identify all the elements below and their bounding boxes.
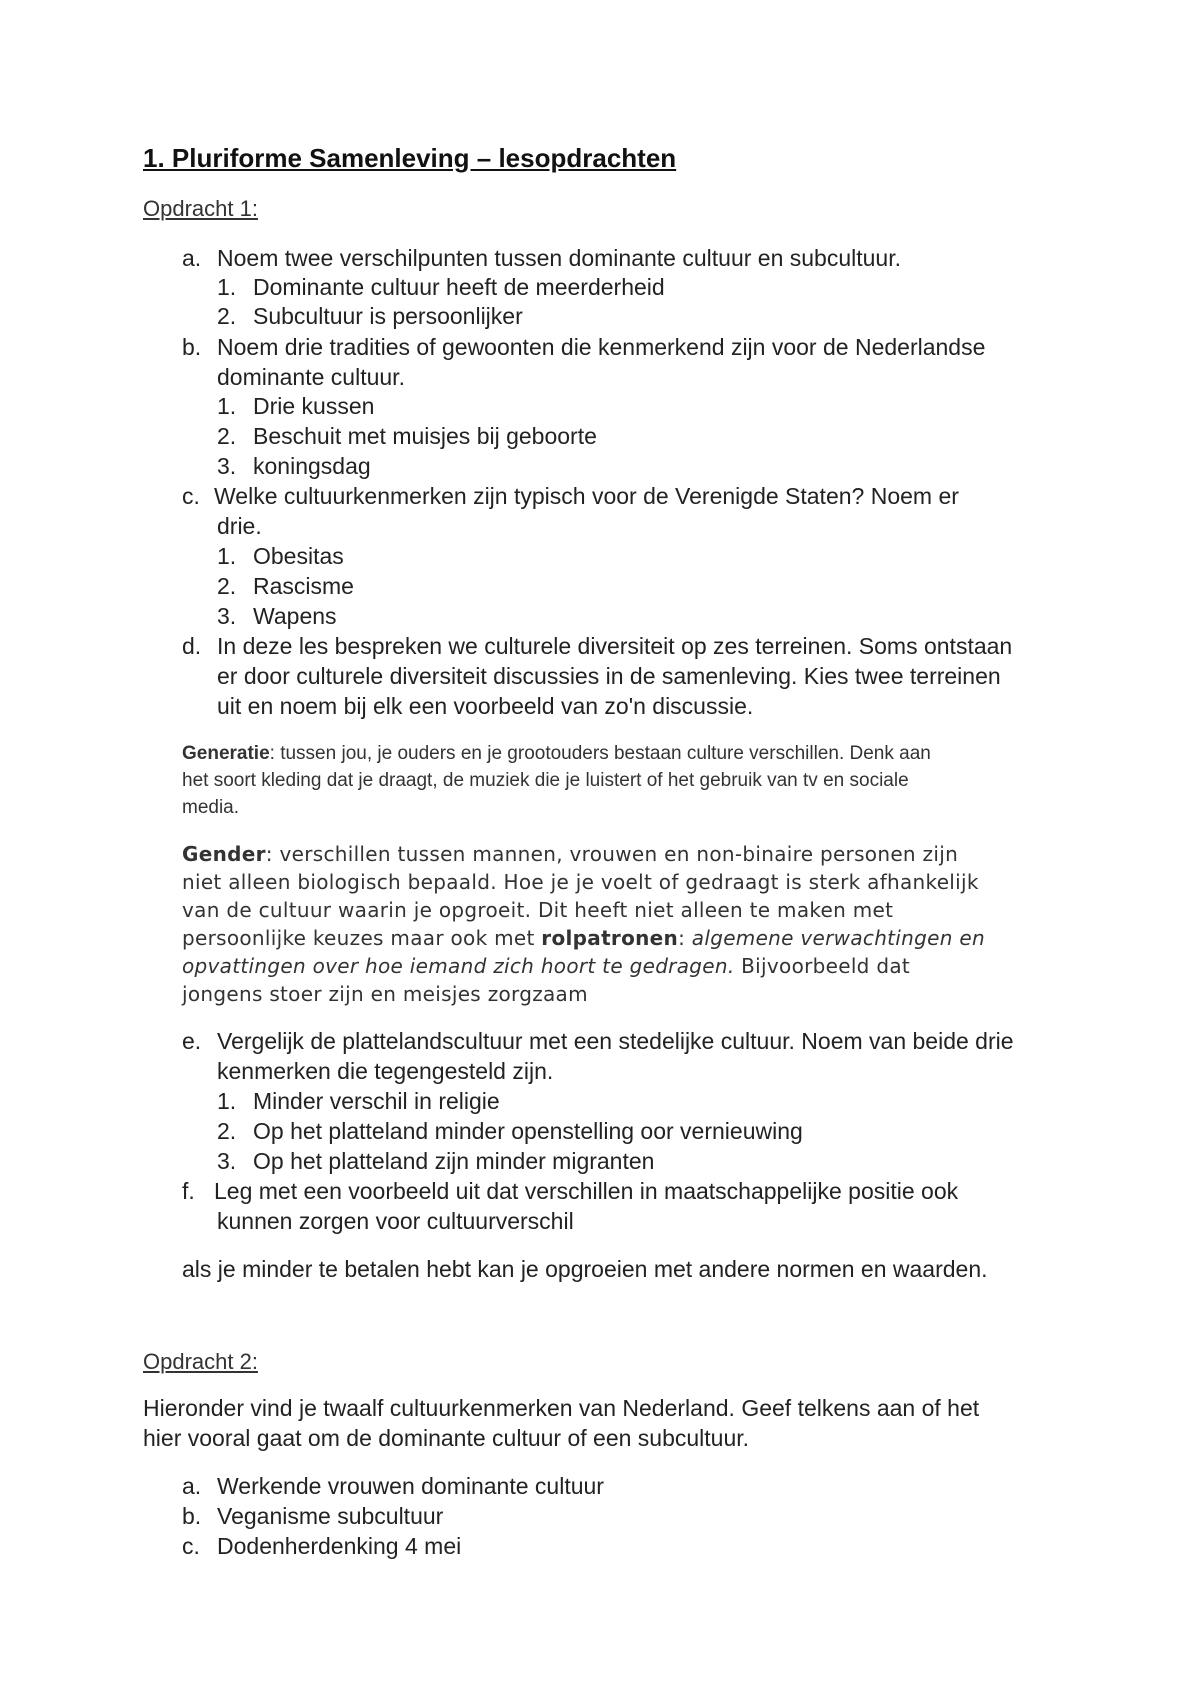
- gender-label: Gender: [182, 842, 266, 866]
- generatie-text: : tussen jou, je ouders en je grootouders bestaan culture verschillen. Denk aan: [269, 743, 931, 764]
- opdracht-2-intro-line2: hier vooral gaat om de dominante cultuur of een subcultuur.: [143, 1425, 750, 1451]
- opdracht-2-heading: Opdracht 2:: [143, 1349, 258, 1374]
- question-c-line1: Welke cultuurkenmerken zijn typisch voor de Verenigde Staten? Noem er: [214, 483, 959, 509]
- answer-number: 1.: [217, 274, 237, 300]
- list-item: Werkende vrouwen dominante cultuur: [217, 1473, 604, 1499]
- list-marker-f: f.: [182, 1178, 195, 1204]
- question-d-line1: In deze les bespreken we culturele diversiteit op zes terreinen. Soms ontstaan: [217, 633, 1013, 659]
- answer-text: Wapens: [253, 603, 337, 629]
- answer-number: 1.: [217, 393, 237, 419]
- gender-text: persoonlijke keuzes maar ook met: [182, 926, 542, 950]
- gender-line4: [182, 924, 985, 952]
- list-marker-b: b.: [182, 334, 202, 360]
- gender-text: : verschillen tussen mannen, vrouwen en non-binaire personen zijn: [265, 842, 959, 866]
- generatie-line3: media.: [182, 797, 240, 818]
- answer-number: 3.: [217, 1148, 237, 1174]
- generatie-line2: het soort kleding dat je draagt, de muziek die je luistert of het gebruik van tv en sociale: [182, 770, 909, 791]
- list-item: Dodenherdenking 4 mei: [217, 1533, 462, 1559]
- question-c-line2: drie.: [217, 513, 262, 539]
- answer-text: koningsdag: [253, 453, 371, 479]
- answer-number: 2.: [217, 423, 237, 449]
- question-b-line1: Noem drie tradities of gewoonten die kenmerkend zijn voor de Nederlandse: [217, 334, 986, 360]
- rolpatronen-term: rolpatronen: [541, 926, 679, 950]
- answer-text: Beschuit met muisjes bij geboorte: [253, 423, 597, 449]
- generatie-line1: [182, 740, 931, 767]
- answer-number: 2.: [217, 1118, 237, 1144]
- answer-number: 1.: [217, 1088, 237, 1114]
- rolpatronen-definition: algemene verwachtingen en: [691, 926, 985, 950]
- list-marker-d: d.: [182, 633, 202, 659]
- list-marker: c.: [182, 1533, 200, 1559]
- question-d-line3: uit en noem bij elk een voorbeeld van zo'n discussie.: [217, 693, 754, 719]
- list-marker: b.: [182, 1503, 202, 1529]
- gender-line1: [182, 840, 958, 868]
- question-d-line2: er door culturele diversiteit discussies in de samenleving. Kies twee terreinen: [217, 663, 1001, 689]
- list-marker-c: c.: [182, 483, 200, 509]
- opdracht-2-intro-line1: Hieronder vind je twaalf cultuurkenmerken van Nederland. Geef telkens aan of het: [143, 1395, 980, 1421]
- opdracht-1-heading: Opdracht 1:: [143, 196, 258, 221]
- list-item: Veganisme subcultuur: [217, 1503, 444, 1529]
- answer-number: 2.: [217, 573, 237, 599]
- answer-text: Rascisme: [253, 573, 354, 599]
- gender-line5: [182, 952, 910, 980]
- page-title: 1. Pluriforme Samenleving – lesopdrachten: [143, 143, 677, 173]
- answer-f: als je minder te betalen hebt kan je opgroeien met andere normen en waarden.: [182, 1256, 988, 1282]
- list-marker: a.: [182, 1473, 202, 1499]
- answer-text: Drie kussen: [253, 393, 375, 419]
- list-marker-e: e.: [182, 1028, 202, 1054]
- answer-number: 2.: [217, 303, 237, 329]
- answer-text: Dominante cultuur heeft de meerderheid: [253, 274, 665, 300]
- gender-colon: :: [678, 926, 692, 950]
- answer-text: Subcultuur is persoonlijker: [253, 303, 523, 329]
- question-b-line2: dominante cultuur.: [217, 364, 405, 390]
- gender-line2: niet alleen biologisch bepaald. Hoe je je voelt of gedraagt is sterk afhankelijk: [182, 870, 979, 894]
- answer-number: 1.: [217, 543, 237, 569]
- answer-text: Obesitas: [253, 543, 344, 569]
- list-marker-a: a.: [182, 245, 202, 271]
- answer-number: 3.: [217, 453, 237, 479]
- question-e-line2: kenmerken die tegengesteld zijn.: [217, 1058, 554, 1084]
- answer-text: Op het platteland zijn minder migranten: [253, 1148, 655, 1174]
- gender-line6: jongens stoer zijn en meisjes zorgzaam: [182, 982, 588, 1006]
- gender-line3: van de cultuur waarin je opgroeit. Dit heeft niet alleen te maken met: [182, 898, 894, 922]
- gender-text: Bijvoorbeeld dat: [734, 954, 911, 978]
- question-a: Noem twee verschilpunten tussen dominante cultuur en subcultuur.: [217, 245, 902, 271]
- question-f-line2: kunnen zorgen voor cultuurverschil: [217, 1208, 574, 1234]
- generatie-label: Generatie: [182, 743, 270, 764]
- rolpatronen-definition: opvattingen over hoe iemand zich hoort te gedragen.: [182, 954, 735, 978]
- question-f-line1: Leg met een voorbeeld uit dat verschillen in maatschappelijke positie ook: [214, 1178, 959, 1204]
- answer-text: Op het platteland minder openstelling oor vernieuwing: [253, 1118, 803, 1144]
- answer-text: Minder verschil in religie: [253, 1088, 500, 1114]
- answer-number: 3.: [217, 603, 237, 629]
- question-e-line1: Vergelijk de plattelandscultuur met een stedelijke cultuur. Noem van beide drie: [217, 1028, 1014, 1054]
